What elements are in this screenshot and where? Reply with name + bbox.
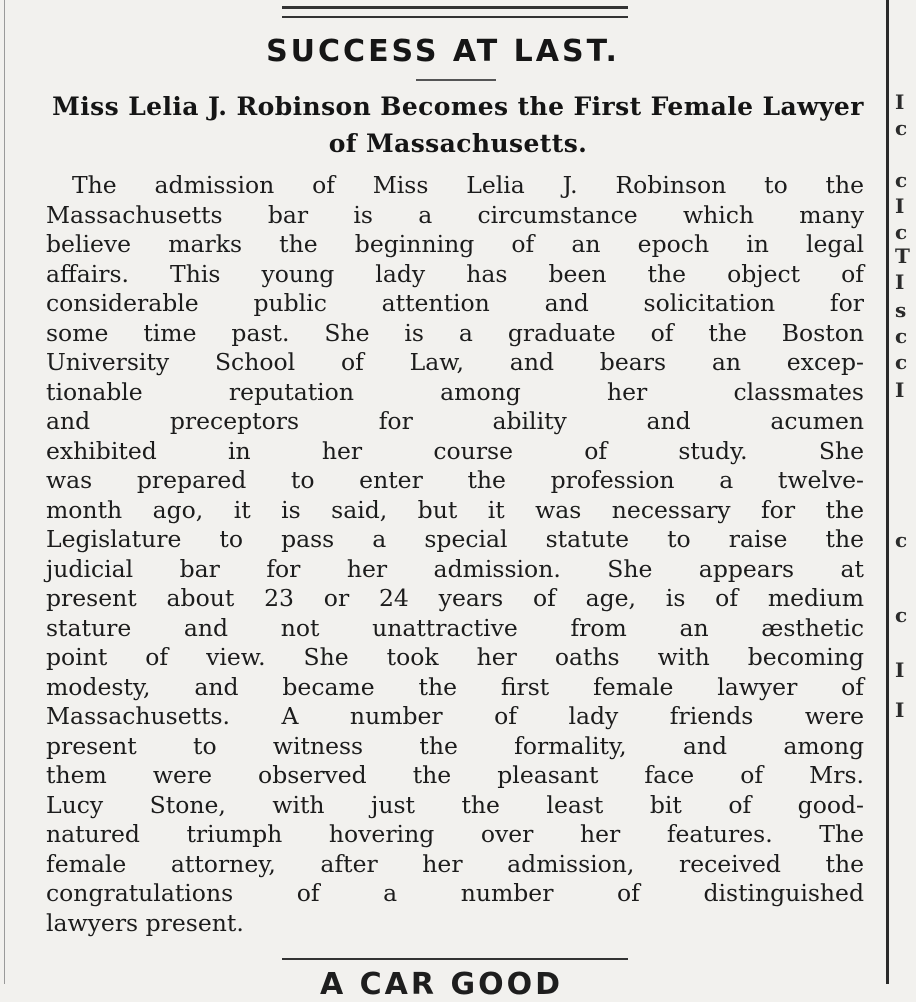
article-body-line: Lucy Stone, with just the least bit of good- xyxy=(46,790,864,819)
top-double-rule xyxy=(282,6,628,18)
margin-fragment: c xyxy=(895,168,908,192)
article-body-line: University School of Law, and bears an excep- xyxy=(46,348,864,376)
margin-fragment: c xyxy=(895,350,908,374)
article-body-line: present about 23 or 24 years of age, is of medium xyxy=(46,584,864,612)
article-body-line: judicial bar for her admission. She appears at xyxy=(46,554,864,583)
article-body-line: Massachusetts bar is a circumstance which many xyxy=(46,200,864,229)
margin-fragment: c xyxy=(895,116,908,140)
article-body-line: considerable public attention and solicitation for xyxy=(46,289,864,317)
margin-fragment: c xyxy=(895,220,908,244)
adjacent-column-fragments xyxy=(892,0,916,984)
article-body-line: exhibited in her course of study. She xyxy=(46,436,864,465)
article-body-line: point of view. She took her oaths with becoming xyxy=(46,643,864,671)
article-body-line: The admission of Miss Lelia J. Robinson to the xyxy=(72,171,864,199)
article-body-line: and preceptors for ability and acumen xyxy=(46,407,864,435)
next-headline-text: A CAR GOOD xyxy=(320,967,563,1002)
headline-divider xyxy=(416,79,496,81)
article-body-line: some time past. She is a graduate of the Boston xyxy=(46,318,864,347)
article-body-line: Legislature to pass a special statute to raise the xyxy=(46,525,864,553)
article-body-line: modesty, and became the first female lawyer of xyxy=(46,672,864,701)
margin-fragment: s xyxy=(895,298,907,322)
margin-fragment: I xyxy=(895,194,905,218)
article-body-line: Massachusetts. A number of lady friends were xyxy=(46,702,864,730)
article-body-line: month ago, it is said, but it was necessary for the xyxy=(46,495,864,524)
next-article-headline xyxy=(320,967,580,1002)
article-body-line: tionable reputation among her classmates xyxy=(46,377,864,406)
article-body-line: stature and not unattractive from an æsthetic xyxy=(46,613,864,642)
article-body-line: believe marks the beginning of an epoch in legal xyxy=(46,230,864,258)
margin-fragment: T xyxy=(895,244,910,268)
article-body-line: female attorney, after her admission, received the xyxy=(46,849,864,878)
article-body-line: present to witness the formality, and among xyxy=(46,731,864,760)
article-body-line: natured triumph hovering over her features. The xyxy=(46,820,864,848)
article-body-line: affairs. This young lady has been the object of xyxy=(46,259,864,288)
margin-fragment: I xyxy=(895,378,905,402)
margin-fragment: I xyxy=(895,658,905,682)
margin-fragment: c xyxy=(895,603,908,627)
article-body xyxy=(46,171,864,938)
article-subheadline: Miss Lelia J. Robinson Becomes the First Female Lawyer of Massachusetts. xyxy=(52,92,864,158)
column-rule-left xyxy=(4,0,5,984)
margin-fragment: I xyxy=(895,270,905,294)
article-headline: SUCCESS AT LAST. xyxy=(266,34,620,69)
margin-fragment: c xyxy=(895,324,908,348)
column-rule-right xyxy=(886,0,889,984)
margin-fragment: I xyxy=(895,698,905,722)
margin-fragment: c xyxy=(895,528,908,552)
article-body-line: was prepared to enter the profession a twelve- xyxy=(46,466,864,494)
margin-fragment: I xyxy=(895,90,905,114)
bottom-rule xyxy=(282,958,628,960)
article-body-line: congratulations of a number of distinguished xyxy=(46,879,864,907)
article-body-line: them were observed the pleasant face of Mrs. xyxy=(46,761,864,789)
article-body-line: lawyers present. xyxy=(46,908,244,937)
